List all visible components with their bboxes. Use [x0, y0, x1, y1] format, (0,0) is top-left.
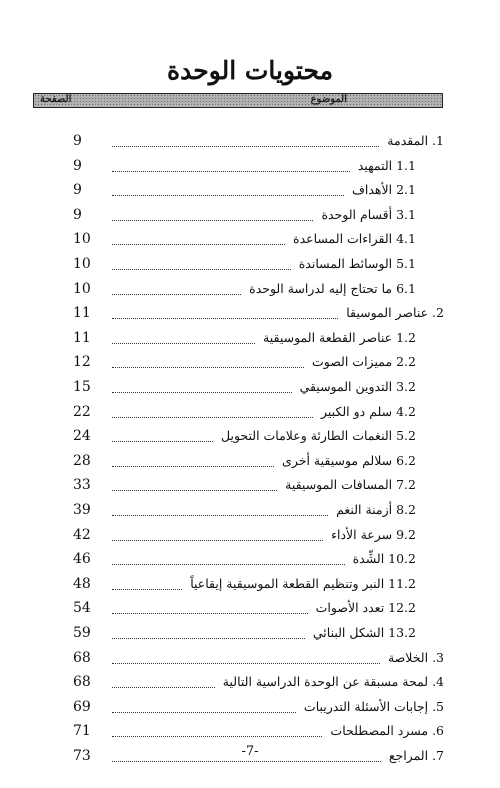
toc-entry-label: 4. لمحة مسبقة عن الوحدة الدراسية التالية — [222, 674, 444, 690]
page-column-header: الصفحة — [40, 94, 72, 105]
toc-entry-label: 1. المقدمة — [387, 133, 444, 148]
toc-entry-label: 5.2 النغمات الطارئة وعلامات التحويل — [221, 428, 416, 444]
dot-leader — [112, 663, 380, 664]
toc-entry — [0, 671, 500, 693]
toc-page-number: 9 — [73, 133, 82, 149]
dot-leader — [112, 736, 322, 737]
toc-page-number: 11 — [73, 329, 91, 346]
toc-entry — [0, 179, 500, 201]
dot-leader — [112, 466, 274, 467]
toc-entry — [0, 401, 500, 423]
dot-leader — [112, 638, 305, 639]
toc-entry — [0, 450, 500, 472]
page-title: محتويات الوحدة — [167, 56, 333, 85]
toc-page-number: 10 — [73, 231, 91, 248]
toc-entry-label: 12.2 تعدد الأصوات — [315, 600, 416, 616]
toc-entry-label: 6. مسرد المصطلحات — [330, 723, 444, 739]
toc-entry — [0, 155, 500, 177]
toc-page-number: 68 — [73, 674, 91, 691]
dot-leader — [112, 294, 241, 295]
toc-entry — [0, 524, 500, 546]
toc-entry-label: 1.2 عناصر القطعة الموسيقية — [263, 329, 416, 345]
toc-page-number: 10 — [73, 280, 91, 297]
toc-page-number: 46 — [73, 551, 91, 568]
toc-entry-label: 5.1 الوسائط المساندة — [298, 256, 416, 271]
toc-entry-label: 3.1 أقسام الوحدة — [321, 206, 416, 222]
toc-entry — [0, 573, 500, 595]
toc-page-number: 59 — [73, 625, 91, 641]
toc-page-number: 24 — [73, 428, 91, 445]
dot-leader — [112, 195, 344, 196]
dot-leader — [112, 687, 215, 688]
toc-entry — [0, 130, 500, 152]
dot-leader — [112, 761, 381, 762]
toc-page-number: 12 — [73, 354, 91, 371]
toc-entry-label: 8.2 أزمنة النغم — [336, 502, 416, 517]
toc-page-number: 11 — [73, 305, 91, 322]
toc-entry — [0, 253, 500, 275]
toc-entry — [0, 720, 500, 742]
dot-leader — [112, 269, 291, 270]
dot-leader — [112, 220, 313, 221]
toc-entry — [0, 597, 500, 619]
toc-page-number: 28 — [73, 452, 91, 469]
toc-entry-label: 4.1 القراءات المساعدة — [293, 231, 416, 247]
toc-entry-label: 4.2 سلم دو الكبير — [321, 403, 416, 419]
toc-entry-label: 9.2 سرعة الأداء — [331, 526, 416, 542]
toc-page-number: 22 — [73, 403, 91, 420]
toc-page-number: 9 — [73, 206, 82, 223]
dot-leader — [112, 613, 308, 614]
toc-entry — [0, 647, 500, 669]
toc-entry — [0, 622, 500, 644]
toc-entry — [0, 548, 500, 570]
toc-page-number: 71 — [73, 723, 91, 740]
dot-leader — [112, 712, 296, 713]
dot-leader — [112, 244, 285, 245]
toc-page-number: 10 — [73, 256, 91, 272]
toc-entry-label: 7.2 المسافات الموسيقية — [285, 477, 416, 493]
dot-leader — [112, 343, 255, 344]
toc-entry — [0, 499, 500, 521]
dot-leader — [112, 367, 304, 368]
toc-entry-label: 11.2 النبر وتنظيم القطعة الموسيقية إيقاعياً — [190, 575, 416, 591]
toc-entry — [0, 425, 500, 447]
toc-entry-label: 2.1 الأهداف — [351, 182, 416, 198]
toc-entry — [0, 474, 500, 496]
toc-entry-label: 10.2 الشِّدة — [352, 551, 416, 567]
toc-page-number: 68 — [73, 649, 91, 666]
dot-leader — [112, 146, 379, 147]
toc-page-number: 73 — [73, 748, 91, 764]
toc-entry — [0, 351, 500, 373]
toc-entry — [0, 327, 500, 349]
dot-leader — [112, 417, 313, 418]
toc-entry-label: 3.2 التدوين الموسيقي — [299, 379, 416, 394]
toc-entry — [0, 376, 500, 398]
toc-entry-label: 2. عناصر الموسيقا — [346, 305, 444, 321]
toc-page-number: 42 — [73, 526, 91, 543]
dot-leader — [112, 392, 292, 393]
dot-leader — [112, 490, 277, 491]
toc-entry — [0, 228, 500, 250]
toc-page-number: 15 — [73, 379, 91, 395]
toc-entry-label: 1.1 التمهيد — [357, 157, 416, 173]
toc-page-number: 48 — [73, 575, 91, 592]
dot-leader — [112, 171, 350, 172]
toc-page-number: 54 — [73, 600, 91, 617]
toc-page-number: 69 — [73, 698, 91, 715]
toc-entry-label: 7. المراجع — [388, 748, 444, 763]
toc-page-number: 9 — [73, 182, 82, 199]
dot-leader — [112, 589, 182, 590]
toc-entry — [0, 278, 500, 300]
toc-entry-label: 13.2 الشكل البنائي — [312, 625, 416, 640]
toc-entry — [0, 204, 500, 226]
toc-entry-label: 3. الخلاصة — [387, 649, 444, 665]
dot-leader — [112, 515, 328, 516]
toc-page-number: 9 — [73, 157, 82, 174]
subject-column-header: الموضوع — [310, 94, 347, 105]
toc-page-number: 33 — [73, 477, 91, 494]
toc-entry — [0, 302, 500, 324]
toc-entry-label: 6.2 سلالم موسيقية أخرى — [282, 452, 416, 468]
dot-leader — [112, 564, 345, 565]
dot-leader — [112, 318, 338, 319]
toc-entry-label: 5. إجابات الأسئلة التدريبات — [303, 698, 444, 714]
toc-entry-label: 2.2 مميزات الصوت — [311, 354, 416, 370]
dot-leader — [112, 540, 323, 541]
toc-entry-label: 6.1 ما تحتاج إليه لدراسة الوحدة — [249, 280, 416, 296]
dot-leader — [112, 441, 213, 442]
toc-page-number: 39 — [73, 502, 91, 518]
page-number-footer: -7- — [241, 744, 259, 759]
toc-entry — [0, 696, 500, 718]
